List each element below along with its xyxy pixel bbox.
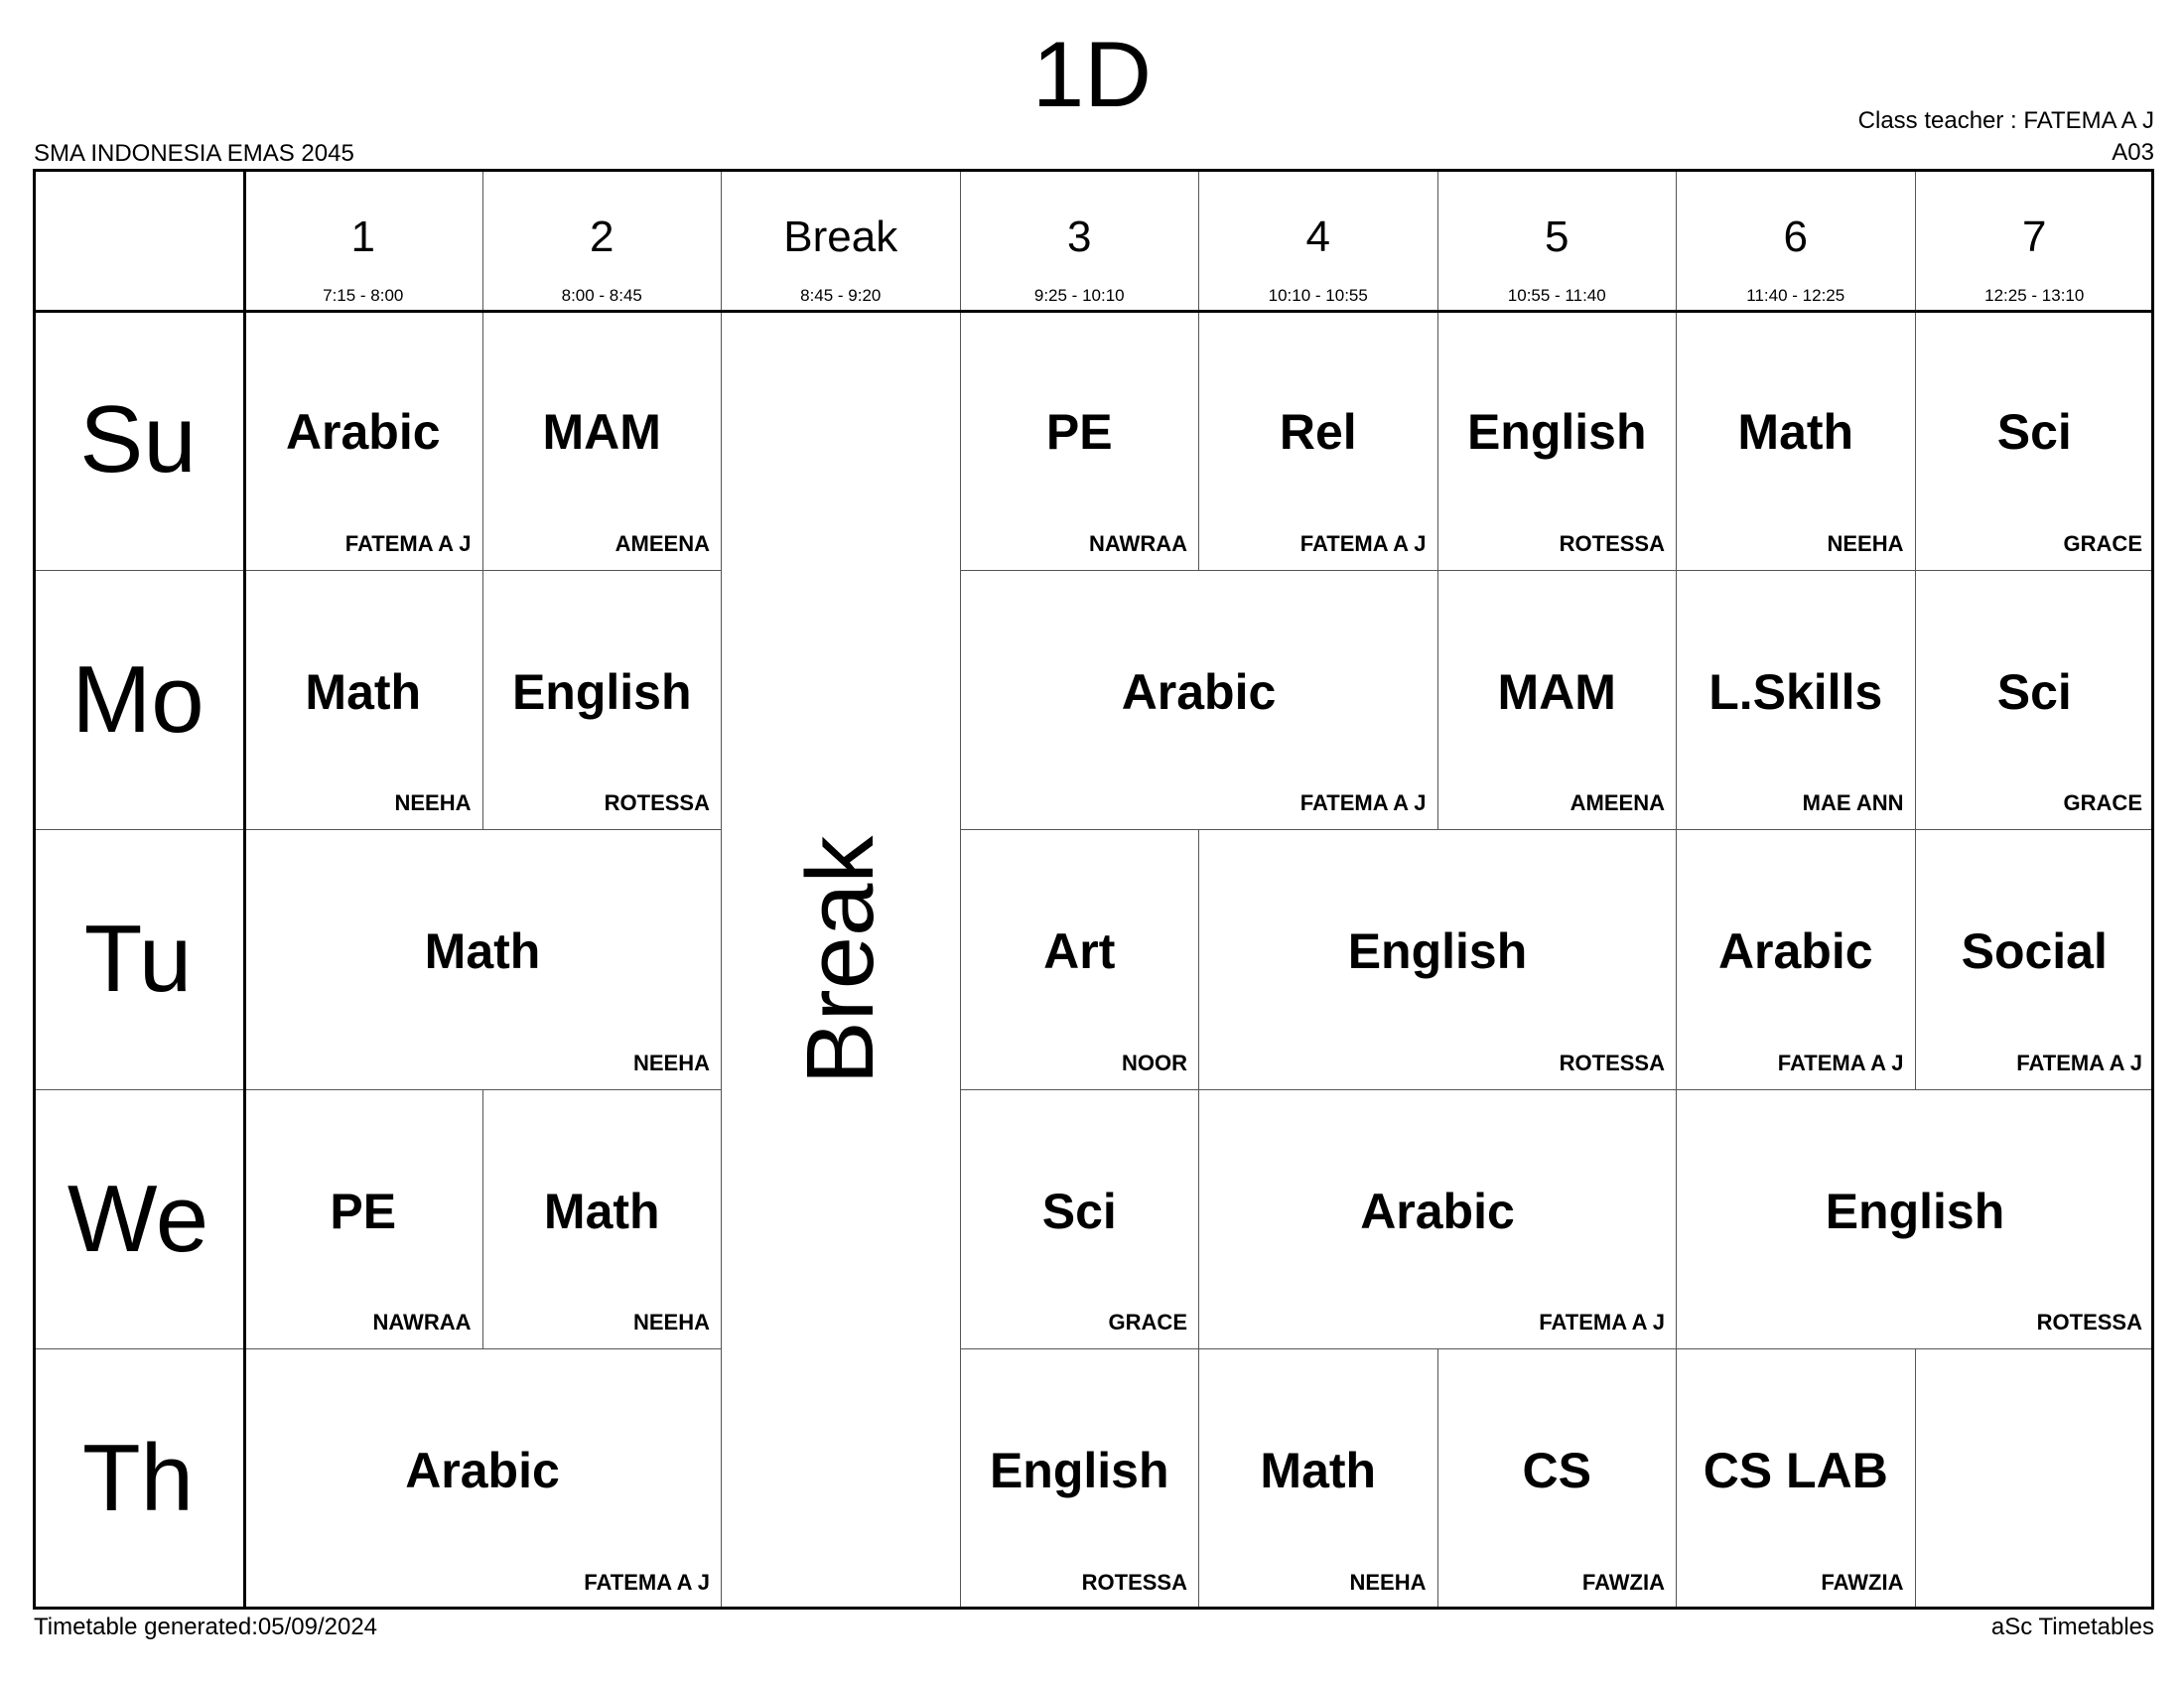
header-separator [33,310,2154,313]
lesson-teacher: NEEHA [632,1310,710,1335]
lesson-teacher: NAWRAA [372,1310,472,1335]
lesson-cell[interactable] [961,1090,1200,1350]
lesson-teacher: FATEMA A J [1777,1050,1904,1075]
lesson-cell[interactable] [1199,1349,1438,1610]
period-time: 8:45 - 9:20 [800,286,882,305]
class-teacher: Class teacher : FATEMA A J [1857,107,2154,134]
period-header [1677,169,1916,311]
lesson-subject: Arabic [405,1443,560,1498]
day-label: We [67,1165,209,1272]
lesson-cell[interactable] [483,1090,723,1350]
period-header [483,169,723,311]
lesson-subject: Sci [1996,663,2072,720]
lesson-teacher: ROTESSA [1559,1050,1665,1075]
lesson-subject: L.Skills [1708,663,1883,720]
lesson-cell[interactable] [1916,571,2155,831]
day-cell [33,830,244,1090]
lesson-cell[interactable] [1677,1349,1916,1610]
lesson-cell[interactable] [1677,571,1916,831]
lesson-cell[interactable] [961,571,1438,831]
period-time: 8:00 - 8:45 [561,286,642,305]
lesson-cell[interactable] [1916,1349,2155,1610]
lesson-teacher: NEEHA [394,790,472,815]
period-number: 2 [590,212,614,261]
timetable-title: 1D [1031,22,1153,126]
lesson-teacher: AMEENA [1570,790,1665,815]
app-credit: aSc Timetables [1990,1614,2154,1640]
lesson-subject: Math [1260,1443,1377,1498]
period-header [1916,169,2155,311]
lesson-subject: Sci [1041,1183,1117,1239]
day-cell [33,311,244,571]
lesson-teacher: FATEMA A J [1299,530,1427,556]
lesson-subject: Art [1043,923,1116,979]
period-number: 5 [1545,212,1570,261]
lesson-teacher: FATEMA A J [1299,790,1427,815]
period-number: 1 [350,212,375,261]
period-header [722,169,961,311]
school-name: SMA INDONESIA EMAS 2045 [34,140,354,167]
lesson-teacher: NOOR [1122,1050,1187,1075]
lesson-teacher: NEEHA [1349,1569,1427,1595]
lesson-teacher: GRACE [2063,530,2142,556]
lesson-teacher: FAWZIA [1821,1569,1904,1595]
lesson-cell[interactable] [1916,830,2155,1090]
lesson-teacher: FATEMA A J [344,530,472,556]
lesson-cell[interactable] [961,311,1200,571]
lesson-teacher: GRACE [1108,1310,1187,1335]
lesson-cell[interactable] [244,571,483,831]
lesson-teacher: NAWRAA [1089,530,1187,556]
day-cell [33,1349,244,1610]
lesson-cell[interactable] [1199,830,1677,1090]
period-number: 3 [1067,212,1092,261]
lesson-subject: CS LAB [1703,1443,1888,1498]
lesson-teacher: ROTESSA [604,790,710,815]
break-column [722,311,961,1610]
period-time: 10:10 - 10:55 [1268,286,1368,305]
lesson-subject: Arabic [1360,1183,1515,1239]
lesson-cell[interactable] [1199,311,1438,571]
lesson-subject: Math [305,663,422,720]
corner-cell [33,169,244,311]
lesson-cell[interactable] [1438,571,1678,831]
lesson-cell[interactable] [483,571,723,831]
lesson-cell[interactable] [1916,311,2155,571]
lesson-subject: MAM [542,404,661,460]
lesson-teacher: FATEMA A J [584,1569,710,1595]
lesson-subject: Sci [1996,404,2072,460]
lesson-subject: English [1466,404,1647,460]
period-number: Break [783,212,898,261]
period-header [1199,169,1438,311]
lesson-subject: English [1347,923,1528,979]
day-cell [33,1090,244,1350]
period-number: 7 [2022,212,2047,261]
lesson-cell[interactable] [483,311,723,571]
lesson-subject: Social [1961,923,2108,979]
lesson-teacher: ROTESSA [2036,1310,2142,1335]
lesson-teacher: GRACE [2063,790,2142,815]
lesson-cell[interactable] [244,830,722,1090]
lesson-subject: PE [330,1183,397,1239]
lesson-subject: CS [1522,1443,1591,1498]
lesson-subject: Arabic [1717,923,1873,979]
period-time: 9:25 - 10:10 [1033,286,1125,305]
period-header [1438,169,1678,311]
lesson-teacher: AMEENA [614,530,710,556]
lesson-subject: English [511,663,692,720]
lesson-subject: Math [1737,404,1854,460]
day-label: Tu [83,906,193,1013]
lesson-teacher: NEEHA [1827,530,1904,556]
period-time: 11:40 - 12:25 [1746,286,1845,305]
period-time: 10:55 - 11:40 [1507,286,1606,305]
day-label: Mo [71,645,205,753]
lesson-teacher: NEEHA [632,1050,710,1075]
break-label: Break [786,835,893,1085]
lesson-subject: MAM [1497,663,1616,720]
lesson-subject: English [1825,1183,2005,1239]
lesson-teacher: FATEMA A J [1539,1310,1665,1335]
period-time: 12:25 - 13:10 [1984,286,2085,305]
lesson-cell[interactable] [1199,1090,1677,1350]
period-header [244,169,483,311]
lesson-cell[interactable] [1677,311,1916,571]
lesson-subject: English [989,1443,1169,1498]
day-column-separator [243,169,246,1610]
period-time: 7:15 - 8:00 [323,286,404,305]
lesson-teacher: FAWZIA [1581,1569,1665,1595]
lesson-cell[interactable] [1438,1349,1678,1610]
lesson-subject: Rel [1279,404,1357,460]
lesson-cell[interactable] [1677,830,1916,1090]
lesson-cell[interactable] [244,1090,483,1350]
lesson-subject: Math [543,1183,660,1239]
day-label: Su [79,386,197,493]
timetable-grid [33,169,2154,1610]
lesson-cell[interactable] [961,830,1200,1090]
lesson-cell[interactable] [244,1349,722,1610]
lesson-cell[interactable] [244,311,483,571]
lesson-teacher: MAE ANN [1802,790,1904,815]
lesson-subject: PE [1045,404,1113,460]
generated-date: Timetable generated:05/09/2024 [34,1614,378,1640]
lesson-subject: Arabic [1121,663,1277,720]
day-label: Th [81,1425,195,1532]
lesson-teacher: FATEMA A J [2016,1050,2142,1075]
lesson-cell[interactable] [1438,311,1678,571]
lesson-subject: Math [424,923,541,979]
lesson-teacher: ROTESSA [1559,530,1665,556]
lesson-teacher: ROTESSA [1081,1569,1187,1595]
period-number: 6 [1783,212,1808,261]
lesson-subject: Arabic [285,404,441,460]
day-cell [33,571,244,831]
room-code: A03 [2112,139,2154,166]
lesson-cell[interactable] [961,1349,1200,1610]
lesson-cell[interactable] [1677,1090,2154,1350]
period-number: 4 [1305,212,1330,261]
period-header [961,169,1200,311]
